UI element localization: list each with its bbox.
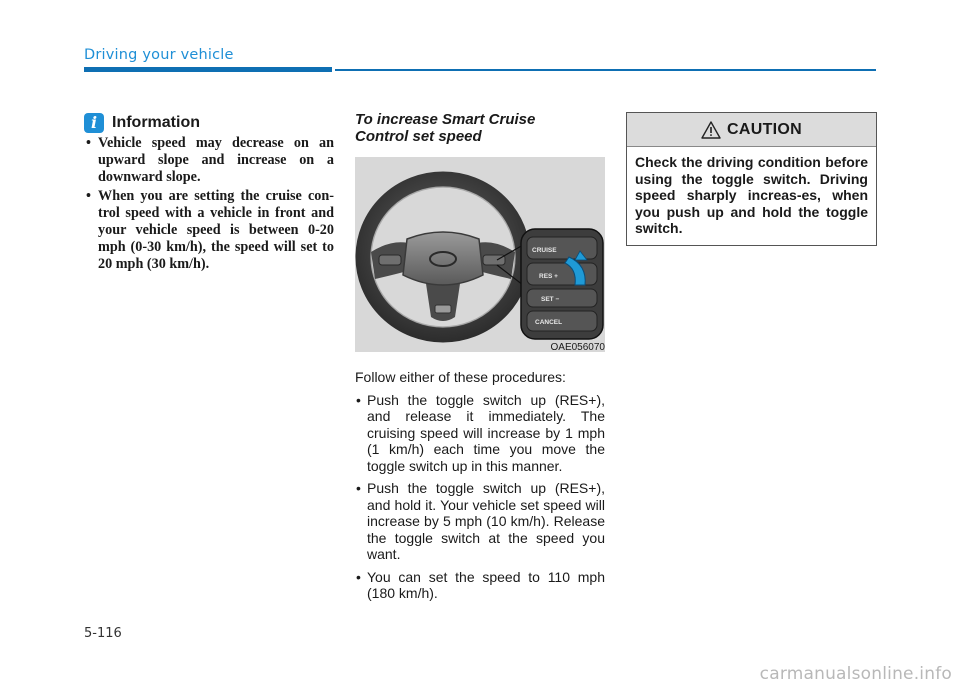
information-header xyxy=(84,113,334,133)
list-item: • Push the toggle switch up (RES+), and hold it. Your vehicle set speed will increase by 5 mph (10 km/h). Release the toggle switch at the speed you want. xyxy=(355,480,605,563)
section-title: Driving your vehicle xyxy=(84,47,234,63)
information-block xyxy=(84,113,334,275)
increase-section-title: To increase Smart Cruise Control set speed xyxy=(355,111,536,145)
right-spoke-buttons xyxy=(483,255,505,265)
header-rule-thick xyxy=(84,67,332,72)
procedure-lead: Follow either of these procedures: xyxy=(355,369,566,385)
information-title: Information xyxy=(112,114,200,131)
list-item: • When you are setting the cruise con-trol speed with a vehicle in front and your vehicle speed is between 0-20 mph (0-30 km/h), the speed will set to 20 mph (30 km/h). xyxy=(86,188,334,273)
steering-wheel-illustration xyxy=(355,157,605,352)
increase-section xyxy=(355,111,605,145)
list-item: • Vehicle speed may decrease on an upward slope and increase on a downward slope. xyxy=(86,135,334,186)
caution-text: Check the driving condition before using the toggle switch. Driving speed sharply increas-es, when you push up and hold the toggle switch. xyxy=(635,154,868,236)
list-item: • You can set the speed to 110 mph (180 km/h). xyxy=(355,569,605,602)
info-icon: i xyxy=(84,113,104,133)
information-list xyxy=(86,135,334,273)
procedure-list xyxy=(355,392,605,602)
list-item: • Push the toggle switch up (RES+), and release it immediately. The cruising speed will increase by 1 mph (1 km/h) each time you move the toggle switch up in this manner. xyxy=(355,392,605,475)
figure-code: OAE056070 xyxy=(550,342,605,353)
set-label: SET − xyxy=(541,296,560,303)
header-rule-thin xyxy=(335,69,876,71)
warning-triangle-icon xyxy=(701,121,721,139)
left-spoke-buttons xyxy=(379,255,401,265)
cruise-label: CRUISE xyxy=(532,247,557,254)
steering-wheel-figure xyxy=(355,157,605,352)
caution-title: CAUTION xyxy=(727,120,802,138)
caution-box xyxy=(626,112,877,246)
increase-section-body xyxy=(355,369,605,608)
caution-header xyxy=(627,113,876,147)
cancel-label: CANCEL xyxy=(535,319,563,326)
res-label: RES + xyxy=(539,273,558,280)
wheel-hub xyxy=(403,232,483,285)
watermark: carmanualsonline.info xyxy=(759,664,952,684)
page-number: 5-116 xyxy=(84,626,122,641)
